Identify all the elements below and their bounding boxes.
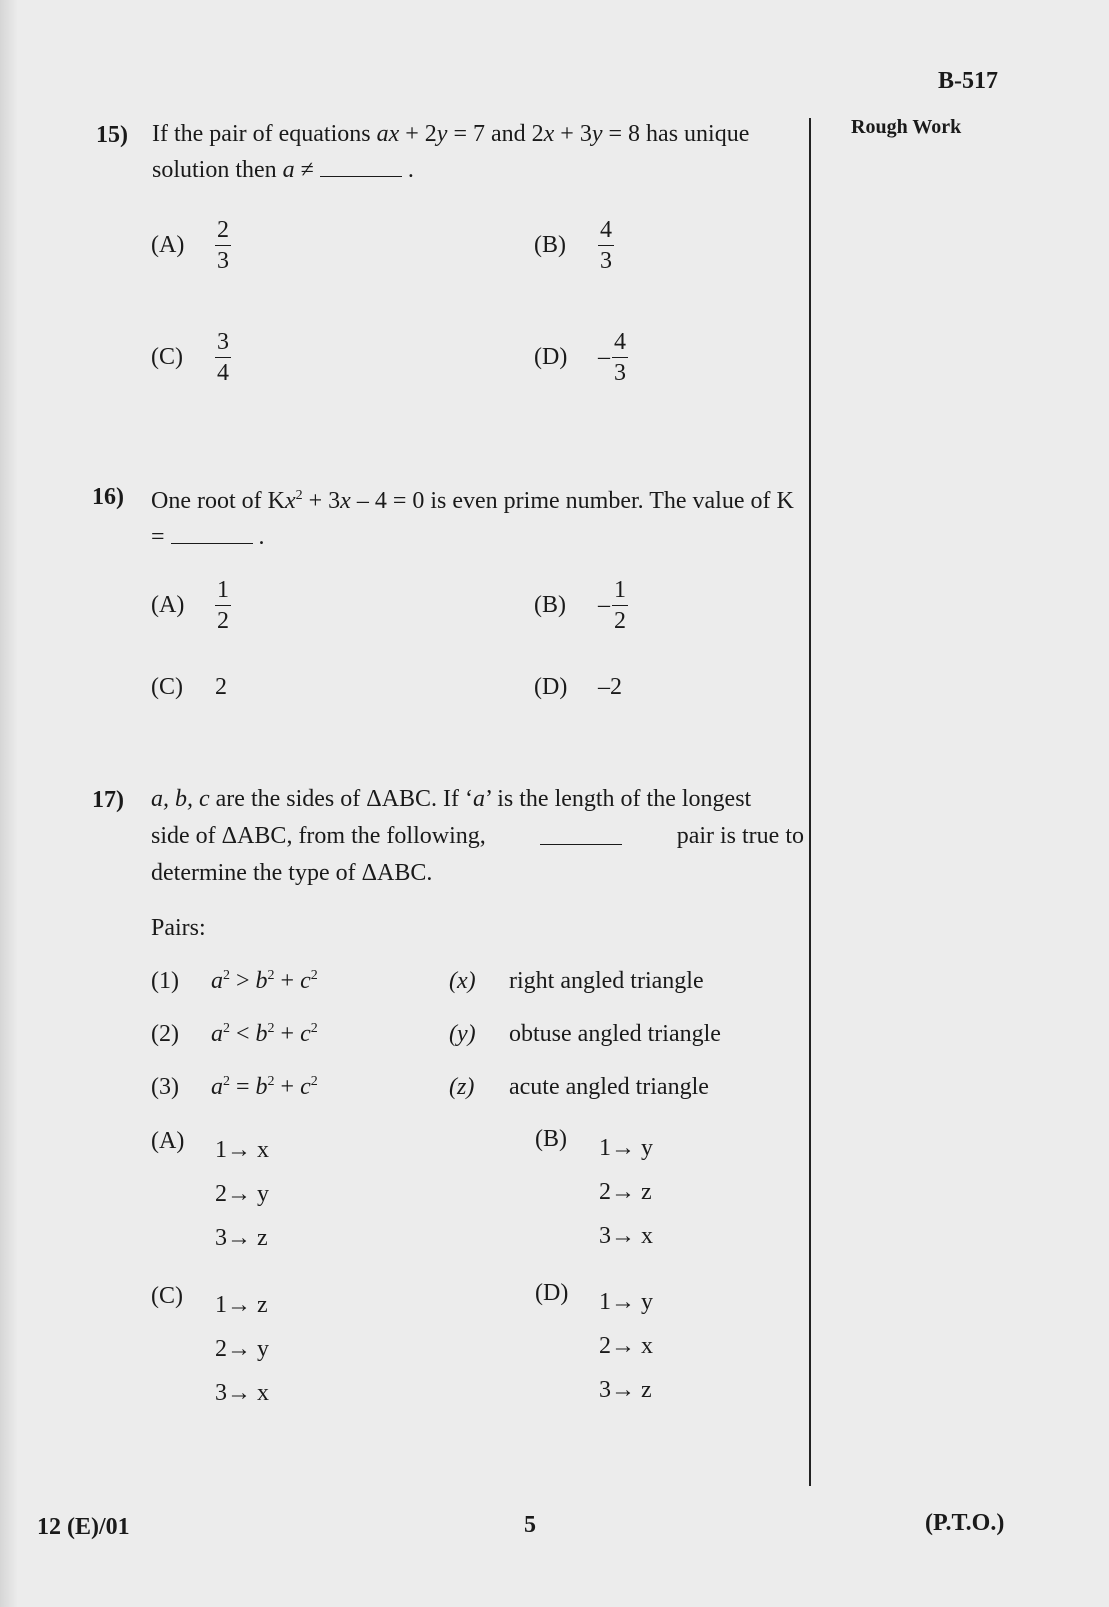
question-17-line-2: side of ΔABC, from the following, pair is true to bbox=[151, 823, 804, 849]
pair-desc-y: (y) obtuse angled triangle bbox=[449, 1021, 721, 1047]
rough-work-divider bbox=[809, 118, 811, 1486]
q17-option-d[interactable]: (D) 1→ y 2→ x 3→ z bbox=[535, 1280, 653, 1403]
question-16-number: 16) bbox=[92, 484, 124, 510]
q17-option-c[interactable]: (C) 1→ z 2→ y 3→ x bbox=[151, 1283, 269, 1406]
pair-desc-z: (z) acute angled triangle bbox=[449, 1074, 709, 1100]
pairs-label: Pairs: bbox=[151, 915, 206, 941]
pair-row-3: (3) $a^2 = b^2 + c^2$ bbox=[151, 1074, 318, 1100]
q16-option-d[interactable]: (D) –2 bbox=[534, 674, 622, 700]
q16-option-b[interactable]: (B) – $\frac{1}{2}$ bbox=[534, 577, 626, 634]
question-17-line-3: determine the type of ΔABC. bbox=[151, 860, 433, 886]
question-17-line-1: a, b, c are the sides of ΔABC. If ‘a’ is the length of the longest bbox=[151, 786, 752, 812]
question-17-number: 17) bbox=[92, 787, 124, 813]
pto-label: (P.T.O.) bbox=[925, 1510, 1005, 1536]
q15-option-d[interactable]: (D) – $\frac{4}{3}$ bbox=[534, 329, 626, 386]
page-left-shadow bbox=[0, 0, 18, 1607]
pair-desc-x: (x) right angled triangle bbox=[449, 968, 704, 994]
pair-row-2: (2) $a^2 < b^2 + c^2$ bbox=[151, 1021, 318, 1047]
footer-code: 12 (E)/01 bbox=[37, 1514, 130, 1540]
page-number: 5 bbox=[524, 1512, 536, 1538]
pair-row-1: (1) $a^2 > b^2 + c^2$ bbox=[151, 968, 318, 994]
answer-blank bbox=[320, 158, 402, 177]
question-16-text: One root of $Kx^2 + 3x - 4 = 0$ is even prime number. The value of K = . bbox=[151, 488, 794, 550]
q17-option-a[interactable]: (A) 1→ x 2→ y 3→ z bbox=[151, 1128, 269, 1251]
q15-option-c[interactable]: (C) $\frac{3}{4}$ bbox=[151, 329, 229, 386]
answer-blank bbox=[171, 525, 253, 544]
answer-blank bbox=[540, 826, 622, 845]
question-15-number: 15) bbox=[96, 122, 128, 148]
rough-work-label: Rough Work bbox=[851, 116, 962, 138]
q16-option-a[interactable]: (A) $\frac{1}{2}$ bbox=[151, 577, 229, 634]
q15-option-a[interactable]: (A) $\frac{2}{3}$ bbox=[151, 217, 229, 274]
q17-option-b[interactable]: (B) 1→ y 2→ z 3→ x bbox=[535, 1126, 653, 1249]
paper-code: B-517 bbox=[938, 68, 998, 94]
q16-option-c[interactable]: (C) 2 bbox=[151, 674, 227, 700]
q15-option-b[interactable]: (B) $\frac{4}{3}$ bbox=[534, 217, 612, 274]
question-15-text: If the pair of equations ax + 2y = 7 and 2x + 3y = 8 has unique solution then a ≠ . bbox=[152, 121, 750, 183]
